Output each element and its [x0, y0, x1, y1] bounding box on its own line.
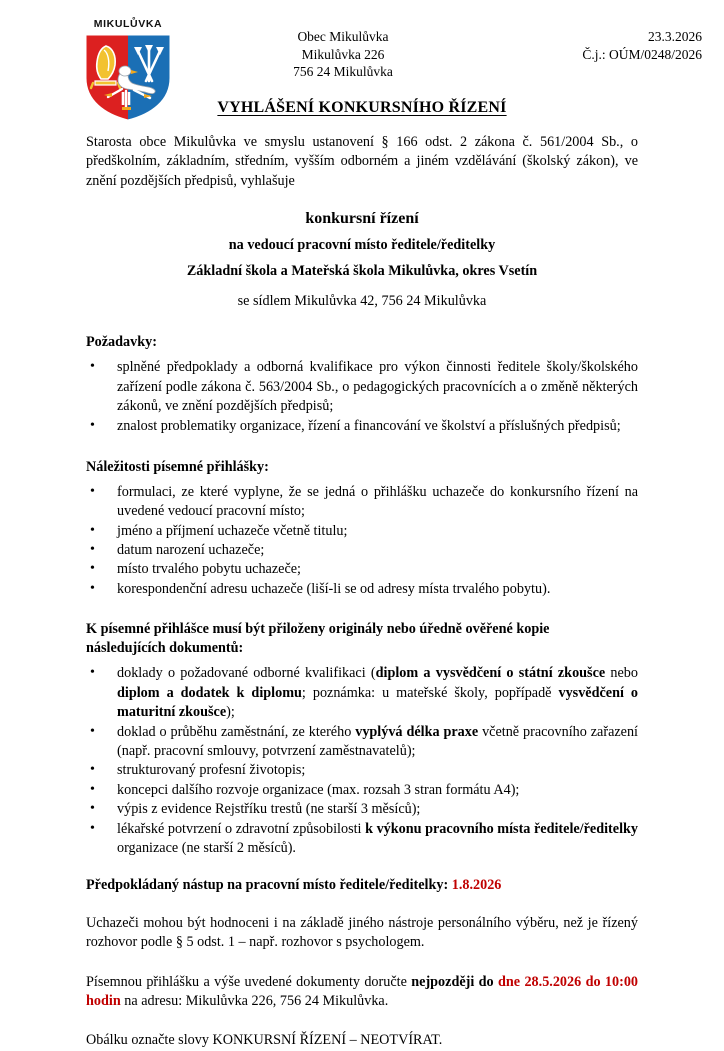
requirements-heading: Požadavky:: [86, 334, 157, 351]
deadline-date: dne 28.5.2026 do 10:00 hodin: [86, 973, 639, 1009]
list-item: [86, 664, 638, 722]
requirements-list: [86, 358, 638, 437]
list-item: • koncepci dalšího rozvoje organizace (max. rozsah 3 stran formátu A4);: [86, 781, 638, 800]
sender-line: Obec Mikulůvka: [297, 29, 389, 44]
crest-label: MIKULŮVKA: [93, 18, 163, 30]
list-item: [86, 820, 638, 859]
text-run-bold: nejpozději do: [411, 973, 499, 990]
sender-line: 756 24 Mikulůvka: [293, 64, 393, 79]
documents-heading-line2: následujících dokumentů:: [86, 640, 244, 657]
intro-paragraph: Starosta obce Mikulůvka ve smyslu ustanovení § 166 odst. 2 zákona č. 561/2004 Sb., o předškolním, základním, středním, vyšším odborném a jiném vzdělávání (školský zákon), ve znění pozdějších předpisů, vyhlašuje: [86, 134, 638, 189]
document-reference-number: Č.j.: OÚM/0248/2026: [582, 46, 702, 62]
announcement-block: [86, 209, 638, 311]
deadline-paragraph: [86, 973, 638, 1012]
text-run: );: [226, 704, 235, 721]
document-body: [86, 133, 638, 1051]
list-item: • znalost problematiky organizace, řízení a financování ve školství a příslušných předpisů;: [86, 417, 638, 436]
text-run: organizace (ne starší 2 měsíců).: [117, 839, 296, 856]
text-run: ; poznámka: u mateřské školy, popřípadě: [301, 684, 559, 701]
documents-heading: [86, 620, 638, 658]
list-item: • výpis z evidence Rejstříku trestů (ne starší 3 měsíců);: [86, 800, 638, 819]
text-run-bold: diplom a dodatek k diplomu: [117, 684, 302, 701]
assessment-paragraph: Uchazeči mohou být hodnoceni i na základě jiného nástroje personálního výběru, než je řízený rozhovor podle § 5 odst. 1 – např. rozhovor s psychologem.: [86, 914, 638, 951]
list-item: • strukturovaný profesní životopis;: [86, 761, 638, 780]
text-run: lékařské potvrzení o zdravotní způsobilosti: [117, 820, 366, 837]
text-run-bold: vysvědčení o maturitní zkoušce: [117, 684, 638, 721]
document-date: 23.3.2026: [648, 29, 702, 44]
list-item: • splněné předpoklady a odborná kvalifikace pro výkon činnosti ředitele školy/školského zařízení podle zákona č. 563/2004 Sb., o pedagogických pracovnících a o změně některých zákonů, ve znění pozdějších předpisů;: [86, 358, 638, 416]
start-date-paragraph: [86, 876, 638, 895]
announcement-type: konkursní řízení: [305, 210, 419, 228]
announcement-position: na vedoucí pracovní místo ředitele/ředitelky: [228, 237, 496, 254]
text-run: doklad o průběhu zaměstnání, ze kterého: [117, 723, 356, 740]
text-run: Písemnou přihlášku a výše uvedené dokumenty doručte: [86, 973, 412, 990]
documents-list: [86, 664, 638, 858]
text-run: doklady o požadované odborné kvalifikaci (: [117, 665, 376, 682]
document-meta: [470, 28, 702, 63]
sender-address: [228, 28, 458, 81]
envelope-note-paragraph: Obálku označte slovy KONKURSNÍ ŘÍZENÍ – NEOTVÍRAT.: [86, 1032, 443, 1049]
list-item: • formulaci, ze které vyplyne, že se jedná o přihlášku uchazeče do konkursního řízení na uvedené vedoucí pracovní místo;: [86, 483, 638, 522]
announcement-organization: Základní škola a Mateřská škola Mikulůvka, okres Vsetín: [186, 263, 538, 280]
documents-heading-line1: K písemné přihlášce musí být přiloženy originály nebo úředně ověřené kopie: [86, 621, 550, 638]
start-date-value: 1.8.2026: [451, 877, 502, 894]
text-run-bold: k výkonu pracovního místa ředitele/ředitelky: [365, 820, 638, 837]
list-item: • jméno a příjmení uchazeče včetně titulu;: [86, 522, 638, 541]
text-run: nebo: [605, 665, 638, 682]
application-heading: Náležitosti písemné přihlášky:: [86, 458, 269, 475]
page-title: VYHLÁŠENÍ KONKURSNÍHO ŘÍZENÍ: [217, 99, 507, 116]
list-item: • korespondenční adresu uchazeče (liší-li se od adresy místa trvalého pobytu).: [86, 580, 638, 599]
text-run-bold: diplom a vysvědčení o státní zkoušce: [375, 665, 606, 682]
start-date-label: Předpokládaný nástup na pracovní místo ředitele/ředitelky:: [86, 877, 452, 894]
sender-line: Mikulůvka 226: [301, 46, 385, 62]
text-run: včetně pracovního zařazení (např. pracovní smlouvy, potvrzení zaměstnavatelů);: [117, 723, 639, 759]
text-run: na adresu: Mikulůvka 226, 756 24 Mikulůvka.: [120, 992, 389, 1009]
list-item: [86, 723, 638, 762]
application-list: [86, 483, 638, 599]
list-item: • datum narození uchazeče;: [86, 541, 638, 560]
list-item: • místo trvalého pobytu uchazeče;: [86, 560, 638, 579]
text-run-bold: vyplývá délka praxe: [355, 723, 479, 740]
announcement-address: se sídlem Mikulůvka 42, 756 24 Mikulůvka: [237, 293, 487, 310]
